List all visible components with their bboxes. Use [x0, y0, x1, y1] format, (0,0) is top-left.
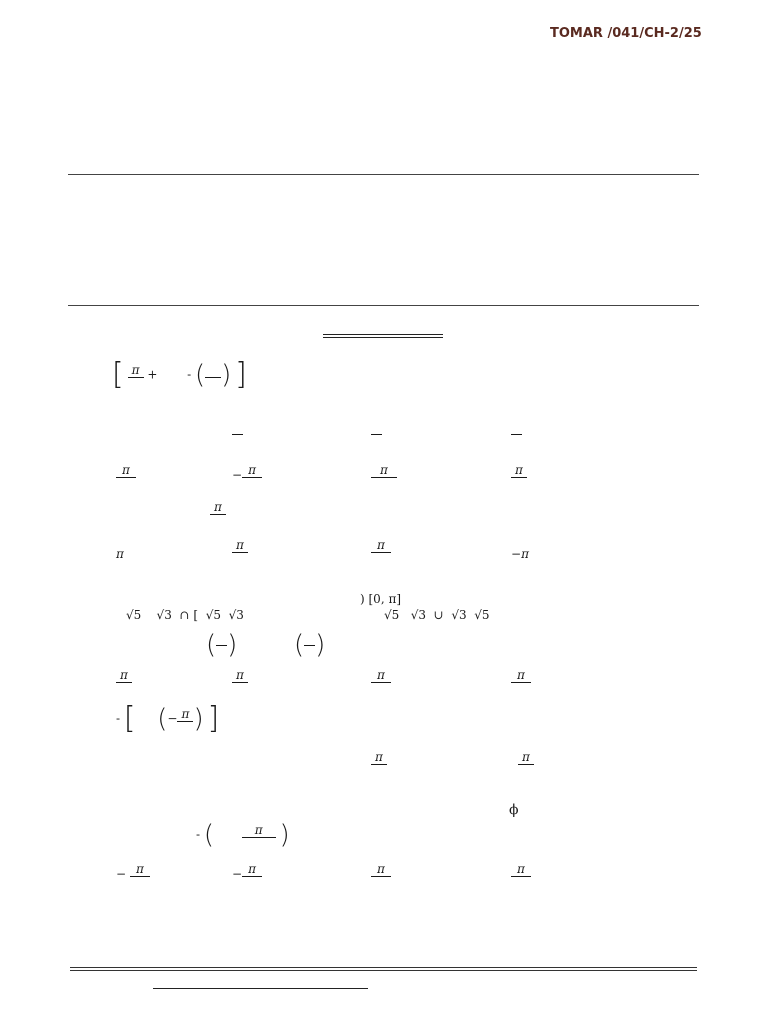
q2-option-b: − π	[232, 463, 262, 488]
q7-option-a: − π	[116, 862, 150, 887]
q5-option-d: π	[511, 668, 531, 693]
q1-hyphen: -	[187, 367, 192, 382]
q5-paren-b: ( )	[294, 630, 326, 660]
q7-option-d: π	[511, 862, 531, 887]
q3-option-c: π	[371, 538, 391, 563]
phi-symbol: ϕ	[509, 802, 519, 818]
q5-option-b: π	[232, 668, 248, 693]
q6-option-c: π	[371, 750, 387, 775]
q7-option-b: − π	[232, 862, 262, 887]
q2-option-c: π	[371, 463, 397, 488]
q1-option-c-dash	[371, 424, 382, 443]
q1-plus: +	[147, 367, 158, 382]
q5-paren-a: ( )	[206, 630, 238, 660]
q7-expression: - ( π )	[196, 820, 290, 850]
footer-rule-top	[70, 967, 697, 968]
q6-expression: - [ (− π ) ]	[116, 701, 220, 736]
q1-expression: [ π + - ( ) ]	[112, 357, 247, 392]
q4-option-a: √5 √3 ∩ [ √5 √3	[126, 608, 244, 622]
q3-option-a: π	[116, 547, 124, 561]
q5-option-a: π	[116, 668, 132, 693]
q2-option-d: π	[511, 463, 527, 488]
q3-option-b: π	[232, 538, 248, 563]
footer-signature-line	[153, 988, 368, 989]
bottom-divider	[68, 305, 699, 306]
q1-option-b-dash	[232, 424, 243, 443]
q6-option-d: π	[518, 750, 534, 775]
q2-option-a: π	[116, 463, 136, 488]
q4-interval: ) [0, π]	[360, 592, 402, 606]
q1-inner-fraction	[205, 363, 221, 388]
footer-rule-bottom	[70, 970, 697, 971]
q5-option-c: π	[371, 668, 391, 693]
q3-expression: π	[210, 500, 226, 525]
section-title-underline	[323, 334, 443, 338]
q1-left-bracket: [	[112, 357, 124, 392]
document-code: TOMAR /041/CH-2/25	[550, 26, 702, 41]
q7-option-c: π	[371, 862, 391, 887]
top-divider	[68, 174, 699, 175]
q1-pi: π	[131, 362, 140, 377]
q1-pi-fraction	[128, 363, 144, 388]
q1-option-d-dash	[511, 424, 522, 443]
q3-option-d: −π	[511, 547, 529, 561]
q4-option-b: √5 √3 ∪ √3 √5	[384, 608, 490, 622]
